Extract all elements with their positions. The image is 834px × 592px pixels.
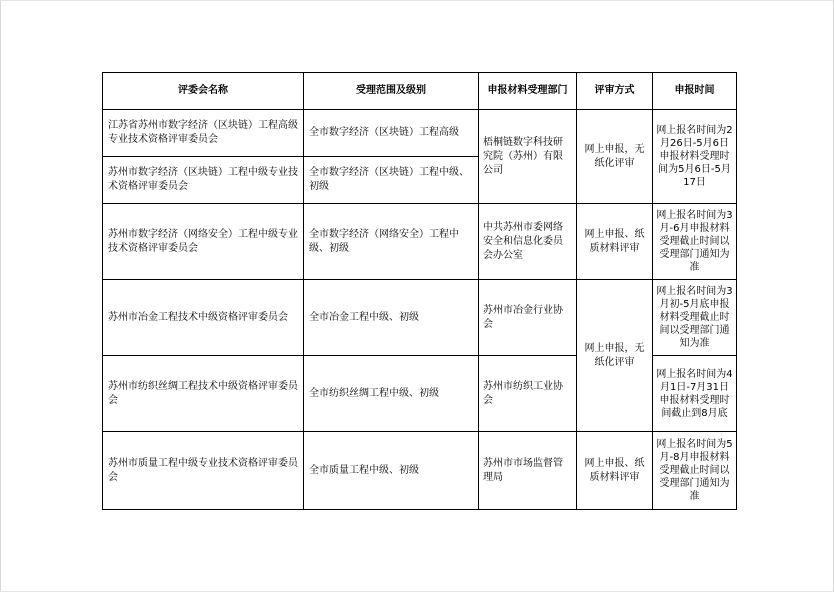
review-method: 网上申报，无纸化评审 [577,110,653,204]
table-row [103,432,737,510]
committee-name: 江苏省苏州市数字经济（区块链）工程高级专业技术资格评审委员会 [103,110,304,157]
application-time: 网上报名时间为2月26日-5月6日申报材料受理时间为5月6日-5月17日 [653,110,737,204]
accepting-department: 苏州市冶金行业协会 [479,280,577,356]
accepting-department: 苏州市纺织工业协会 [479,356,577,432]
scope-level: 全市数字经济（网络安全）工程中级、初级 [304,204,479,280]
application-time: 网上报名时间为3月初-5月底申报材料受理截止时间以受理部门通知为准 [653,280,737,356]
committee-name: 苏州市质量工程中级专业技术资格评审委员会 [103,432,304,510]
scope-level: 全市冶金工程中级、初级 [304,280,479,356]
committee-name: 苏州市数字经济（网络安全）工程中级专业技术资格评审委员会 [103,204,304,280]
table-row [103,110,737,157]
review-committee-table [102,72,737,510]
table-row [103,280,737,356]
review-method: 网上申报、纸质材料评审 [577,432,653,510]
committee-name: 苏州市冶金工程技术中级资格评审委员会 [103,280,304,356]
header-name: 评委会名称 [103,73,304,110]
scope-level: 全市纺织丝绸工程中级、初级 [304,356,479,432]
scope-level: 全市数字经济（区块链）工程高级 [304,110,479,157]
scope-level: 全市数字经济（区块链）工程中级、初级 [304,157,479,204]
header-scope: 受理范围及级别 [304,73,479,110]
accepting-department: 梧桐链数字科技研究院（苏州）有限公司 [479,110,577,204]
table-row [103,204,737,280]
review-method: 网上申报，无纸化评审 [577,280,653,432]
review-method: 网上申报、纸质材料评审 [577,204,653,280]
table-header-row [103,73,737,110]
application-time: 网上报名时间为4月1日-7月31日申报材料受理时间截止到8月底 [653,356,737,432]
accepting-department: 中共苏州市委网络安全和信息化委员会办公室 [479,204,577,280]
committee-name: 苏州市数字经济（区块链）工程中级专业技术资格评审委员会 [103,157,304,204]
header-time: 申报时间 [653,73,737,110]
committee-name: 苏州市纺织丝绸工程技术中级资格评审委员会 [103,356,304,432]
header-method: 评审方式 [577,73,653,110]
scope-level: 全市质量工程中级、初级 [304,432,479,510]
application-time: 网上报名时间为5月-8月申报材料受理截止时间以受理部门通知为准 [653,432,737,510]
accepting-department: 苏州市市场监督管理局 [479,432,577,510]
application-time: 网上报名时间为3月-6月申报材料受理截止时间以受理部门通知为准 [653,204,737,280]
header-dept: 申报材料受理部门 [479,73,577,110]
